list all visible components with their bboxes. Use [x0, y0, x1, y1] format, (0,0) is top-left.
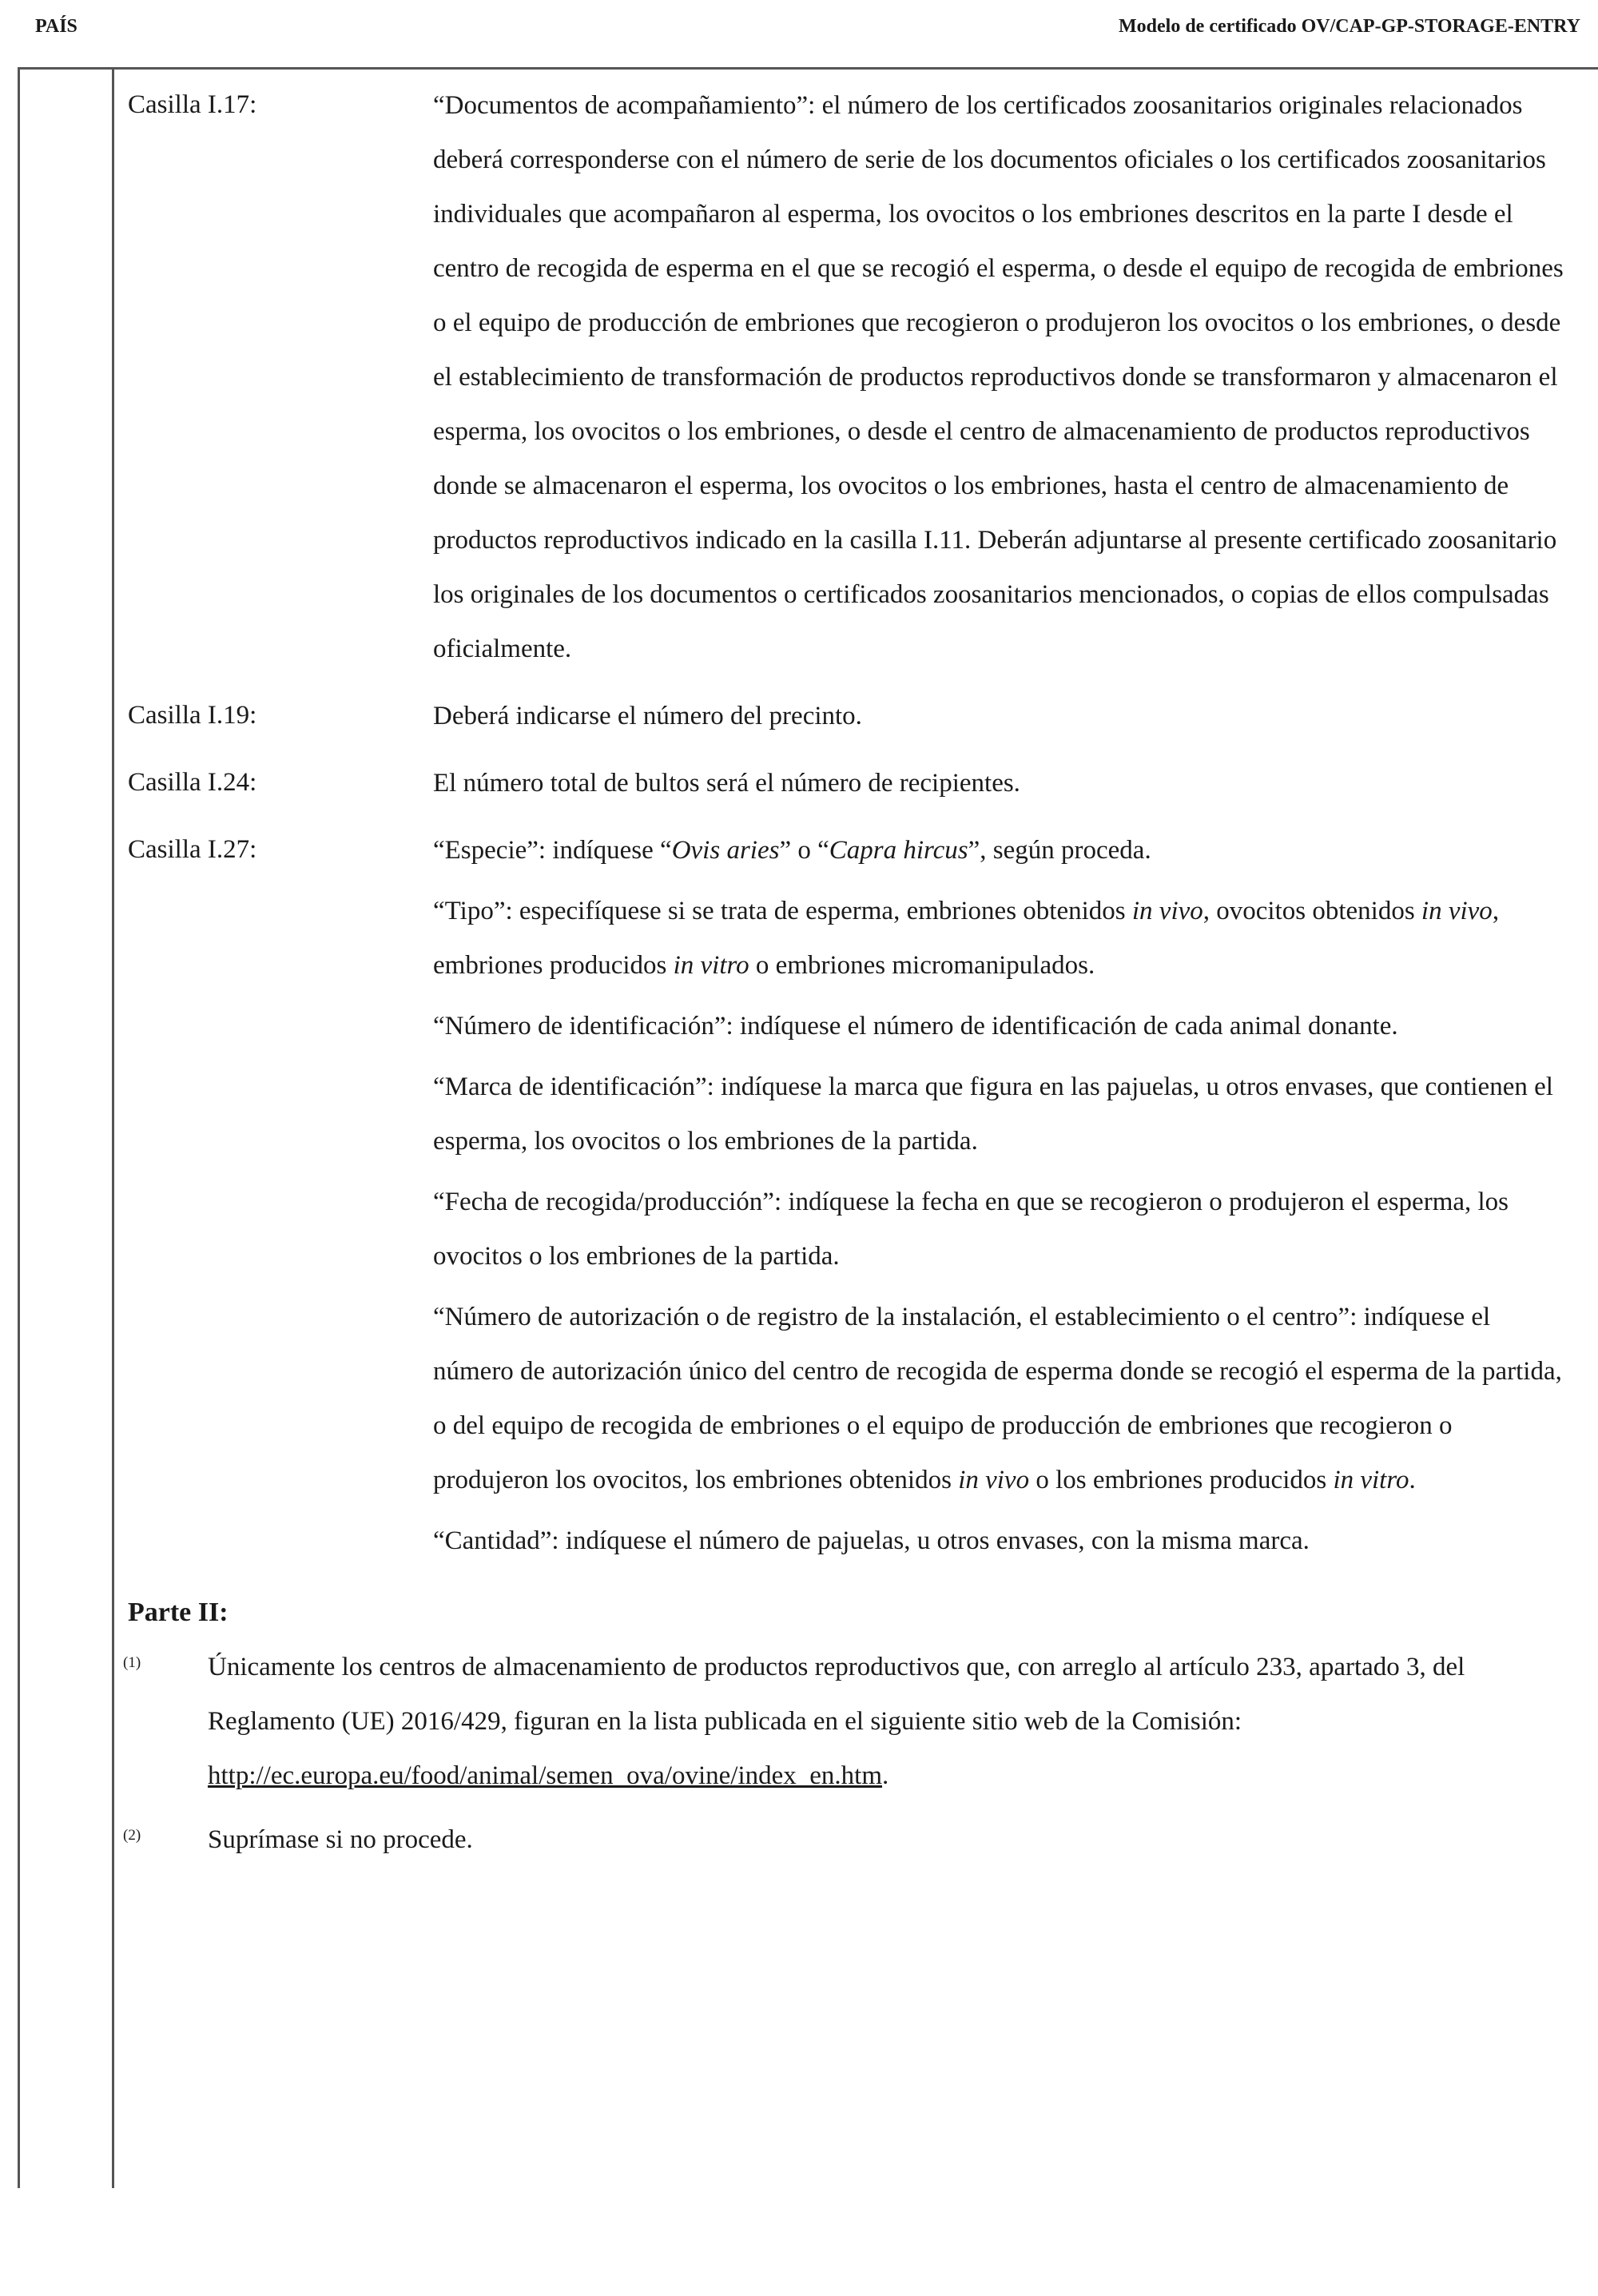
table-top-border — [18, 67, 1598, 70]
note-tipo: “Tipo”: especifíquese si se trata de esperma, embriones obtenidos in vivo, ovocitos obtenidos in vivo, embriones producidos in vitro o embriones micromanipulados. — [433, 897, 1500, 980]
page-header — [0, 10, 1598, 58]
header-certificate-model: Modelo de certificado OV/CAP-GP-STORAGE-ENTRY — [1119, 16, 1580, 37]
footnote-text: Únicamente los centros de almacenamiento de productos reproductivos que, con arreglo al artículo 233, apartado 3, del Reglamento (UE) 2016/429, figuran en la lista publicada en el siguiente sitio web de la Comisión: — [208, 1653, 1465, 1736]
footnote-2 — [123, 1813, 1574, 1867]
footnote-text: Suprímase si no procede. — [208, 1825, 473, 1854]
box-label: Casilla I.27: — [128, 835, 257, 864]
footnote-1: (1) Únicamente los centros de almacenamiento de productos reproductivos que, con arreglo al artículo 233, apartado 3, del Reglamento (UE) 2016/429, figuran en la lista publicada en el siguiente sitio web de la Comisión: http://ec.europa.eu/food/animal/semen_ova/ovine/index_en.htm. — [123, 1640, 1574, 1803]
note-row-i24 — [128, 756, 1574, 817]
note-row-i27 — [128, 823, 1574, 1574]
footnote-marker: (1) — [123, 1654, 141, 1671]
table-inner-border — [112, 67, 114, 2188]
note-cantidad: “Cantidad”: indíquese el número de pajuelas, u otros envases, con la misma marca. — [433, 1526, 1310, 1555]
part-ii-heading: Parte II: — [128, 1598, 229, 1627]
box-label: Casilla I.17: — [128, 90, 257, 119]
note-row-i19 — [128, 689, 1574, 750]
notes-content — [123, 78, 1574, 1867]
note-fecha: “Fecha de recogida/producción”: indíquese la fecha en que se recogieron o produjeron el esperma, los ovocitos o los embriones de la partida. — [433, 1188, 1509, 1271]
note-autorizacion: “Número de autorización o de registro de la instalación, el establecimiento o el centro”: indíquese el número de autorización único del centro de recogida de esperma donde se recogió el esperma de la partida, o del equipo de recogida de embriones o el equipo de producción de embriones que recogieron o produjeron los ovocitos, los embriones obtenidos in vivo o los embriones producidos in vitro. — [433, 1303, 1562, 1494]
note-text: El número total de bultos será el número de recipientes. — [433, 769, 1020, 798]
note-row-i17 — [128, 78, 1574, 682]
header-country: PAÍS — [35, 16, 78, 37]
note-text: “Documentos de acompañamiento”: el número de los certificados zoosanitarios originales relacionados deberá corresponderse con el número de serie de los documentos oficiales o los certificados zoosanitarios individuales que acompañaron al esperma, los ovocitos o los embriones descritos en la parte I desde el centro de recogida de esperma en el que se recogió el esperma, o desde el equipo de recogida de embriones o el equipo de producción de embriones que recogieron o produjeron los ovocitos o los embriones, o desde el establecimiento de transformación de productos reproductivos donde se transformaron y almacenaron el esperma, los ovocitos o los embriones, o desde el centro de almacenamiento de productos reproductivos donde se almacenaron el esperma, los ovocitos o los embriones, hasta el centro de almacenamiento de productos reproductivos indicado en la casilla I.11. Deberán adjuntarse al presente certificado zoosanitario los originales de los documentos o certificados zoosanitarios mencionados, o copias de ellos compulsadas oficialmente. — [433, 91, 1564, 663]
table-left-border — [18, 67, 20, 2188]
note-numero-identificacion: “Número de identificación”: indíquese el número de identificación de cada animal donante. — [433, 1012, 1398, 1041]
note-especie: “Especie”: indíquese “Ovis aries” o “Capra hircus”, según proceda. — [433, 836, 1151, 865]
footnote-marker: (2) — [123, 1827, 141, 1844]
box-label: Casilla I.24: — [128, 768, 257, 797]
note-text: Deberá indicarse el número del precinto. — [433, 702, 862, 730]
footnote-url-link[interactable]: http://ec.europa.eu/food/animal/semen_ova/ovine/index_en.htm — [208, 1761, 883, 1790]
note-marca-identificacion: “Marca de identificación”: indíquese la marca que figura en las pajuelas, u otros envases, que contienen el esperma, los ovocitos o los embriones de la partida. — [433, 1072, 1553, 1156]
box-label: Casilla I.19: — [128, 701, 257, 730]
